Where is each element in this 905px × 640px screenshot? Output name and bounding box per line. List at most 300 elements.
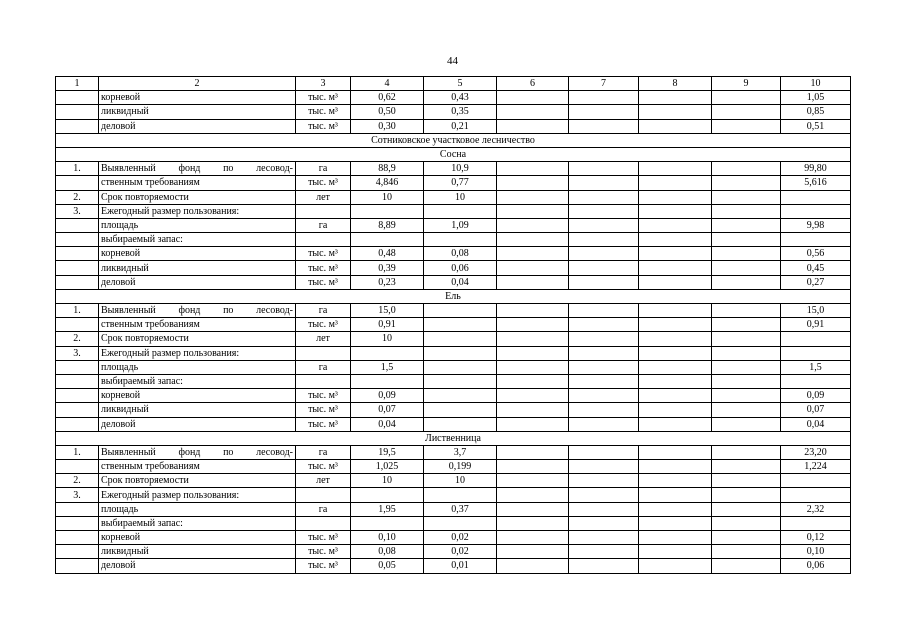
area-row — [56, 502, 851, 516]
header-cell: 9 — [712, 77, 781, 91]
empty-cell — [569, 218, 639, 232]
empty-cell — [639, 460, 712, 474]
empty-cell — [712, 247, 781, 261]
value-col5: 10,9 — [424, 162, 497, 176]
area-row — [56, 218, 851, 232]
row-label: ликвидный — [99, 403, 296, 417]
empty-cell — [569, 346, 639, 360]
empty-cell — [712, 332, 781, 346]
header-cell: 10 — [781, 77, 851, 91]
area-row — [56, 360, 851, 374]
value-col5 — [424, 346, 497, 360]
unit-cell: тыс. м³ — [296, 545, 351, 559]
value-col10: 0,56 — [781, 247, 851, 261]
table-body — [56, 77, 851, 574]
empty-cell — [497, 275, 569, 289]
empty-cell — [569, 162, 639, 176]
value-col10: 0,45 — [781, 261, 851, 275]
empty-cell — [569, 332, 639, 346]
value-col4: 8,89 — [351, 218, 424, 232]
row-label: корневой — [99, 531, 296, 545]
value-col5: 0,35 — [424, 105, 497, 119]
row-label: ственным требованиям — [99, 176, 296, 190]
row-label: корневой — [99, 91, 296, 105]
value-col10 — [781, 346, 851, 360]
value-col5 — [424, 389, 497, 403]
unit-cell: тыс. м³ — [296, 275, 351, 289]
stock-row — [56, 531, 851, 545]
stock-row — [56, 91, 851, 105]
empty-cell — [712, 531, 781, 545]
empty-cell — [569, 516, 639, 530]
empty-cell — [497, 545, 569, 559]
empty-cell — [712, 176, 781, 190]
empty-cell — [639, 105, 712, 119]
empty-cell — [569, 474, 639, 488]
value-col10: 0,10 — [781, 545, 851, 559]
row-label: ликвидный — [99, 261, 296, 275]
empty-cell — [639, 488, 712, 502]
value-col4 — [351, 204, 424, 218]
empty-cell — [497, 304, 569, 318]
unit-cell: га — [296, 360, 351, 374]
stock-row — [56, 275, 851, 289]
empty-cell — [639, 204, 712, 218]
unit-cell: тыс. м³ — [296, 261, 351, 275]
section-title-row — [56, 133, 851, 147]
unit-cell: га — [296, 445, 351, 459]
species-title-row-text: Ель — [56, 289, 851, 303]
value-col5: 10 — [424, 474, 497, 488]
value-col5 — [424, 374, 497, 388]
row-label: площадь — [99, 502, 296, 516]
fund-row-cont — [56, 176, 851, 190]
value-col10: 1,05 — [781, 91, 851, 105]
unit-cell: тыс. м³ — [296, 389, 351, 403]
empty-cell — [639, 304, 712, 318]
value-col5: 0,21 — [424, 119, 497, 133]
row-label: ственным требованиям — [99, 460, 296, 474]
row-label: ликвидный — [99, 105, 296, 119]
value-col4: 4,846 — [351, 176, 424, 190]
empty-cell — [497, 218, 569, 232]
value-col4: 19,5 — [351, 445, 424, 459]
row-label: корневой — [99, 247, 296, 261]
empty-cell — [712, 516, 781, 530]
empty-cell — [639, 119, 712, 133]
empty-cell — [569, 545, 639, 559]
empty-cell — [639, 332, 712, 346]
empty-cell — [497, 389, 569, 403]
period-row — [56, 474, 851, 488]
value-col4: 10 — [351, 190, 424, 204]
empty-cell — [497, 531, 569, 545]
annual-row — [56, 204, 851, 218]
empty-cell — [497, 502, 569, 516]
unit-cell: тыс. м³ — [296, 247, 351, 261]
value-col4: 0,50 — [351, 105, 424, 119]
value-col10: 1,5 — [781, 360, 851, 374]
unit-cell: тыс. м³ — [296, 403, 351, 417]
value-col5: 1,09 — [424, 218, 497, 232]
row-number — [56, 105, 99, 119]
value-col5: 0,06 — [424, 261, 497, 275]
empty-cell — [639, 275, 712, 289]
value-col10: 2,32 — [781, 502, 851, 516]
value-col4: 15,0 — [351, 304, 424, 318]
empty-cell — [712, 119, 781, 133]
empty-cell — [497, 488, 569, 502]
value-col4: 0,09 — [351, 389, 424, 403]
value-col10: 0,09 — [781, 389, 851, 403]
row-label: Ежегодный размер пользования: — [99, 204, 296, 218]
value-col4: 0,07 — [351, 403, 424, 417]
value-col10 — [781, 374, 851, 388]
empty-cell — [712, 105, 781, 119]
empty-cell — [569, 559, 639, 573]
row-number — [56, 360, 99, 374]
empty-cell — [712, 218, 781, 232]
header-cell: 4 — [351, 77, 424, 91]
empty-cell — [569, 445, 639, 459]
empty-cell — [639, 261, 712, 275]
value-col5 — [424, 204, 497, 218]
empty-cell — [569, 502, 639, 516]
empty-cell — [569, 417, 639, 431]
stock-label-row — [56, 233, 851, 247]
row-number: 3. — [56, 346, 99, 360]
value-col5 — [424, 360, 497, 374]
row-label: Выявленный фонд по лесовод- — [99, 304, 296, 318]
unit-cell: тыс. м³ — [296, 417, 351, 431]
value-col4: 0,08 — [351, 545, 424, 559]
row-number: 3. — [56, 488, 99, 502]
stock-row — [56, 417, 851, 431]
unit-cell: тыс. м³ — [296, 119, 351, 133]
empty-cell — [712, 275, 781, 289]
unit-cell — [296, 346, 351, 360]
empty-cell — [569, 460, 639, 474]
row-number: 2. — [56, 190, 99, 204]
row-number — [56, 176, 99, 190]
empty-cell — [497, 204, 569, 218]
empty-cell — [639, 445, 712, 459]
row-label: выбираемый запас: — [99, 233, 296, 247]
value-col5 — [424, 417, 497, 431]
value-col5 — [424, 332, 497, 346]
stock-label-row — [56, 374, 851, 388]
value-col4: 10 — [351, 474, 424, 488]
unit-cell: лет — [296, 190, 351, 204]
stock-label-row — [56, 516, 851, 530]
empty-cell — [497, 403, 569, 417]
unit-cell — [296, 374, 351, 388]
value-col5 — [424, 488, 497, 502]
row-label: выбираемый запас: — [99, 374, 296, 388]
value-col4: 0,04 — [351, 417, 424, 431]
row-number — [56, 261, 99, 275]
value-col10: 0,06 — [781, 559, 851, 573]
value-col5 — [424, 403, 497, 417]
stock-row — [56, 105, 851, 119]
empty-cell — [497, 105, 569, 119]
value-col4: 88,9 — [351, 162, 424, 176]
empty-cell — [639, 389, 712, 403]
empty-cell — [497, 474, 569, 488]
value-col5: 0,02 — [424, 531, 497, 545]
row-label: выбираемый запас: — [99, 516, 296, 530]
empty-cell — [497, 119, 569, 133]
value-col5: 0,02 — [424, 545, 497, 559]
header-cell: 6 — [497, 77, 569, 91]
empty-cell — [497, 318, 569, 332]
forest-use-table — [55, 76, 851, 574]
empty-cell — [569, 119, 639, 133]
empty-cell — [712, 502, 781, 516]
empty-cell — [712, 389, 781, 403]
row-number — [56, 233, 99, 247]
empty-cell — [712, 261, 781, 275]
stock-row — [56, 119, 851, 133]
empty-cell — [569, 318, 639, 332]
fund-row — [56, 304, 851, 318]
row-label: Выявленный фонд по лесовод- — [99, 445, 296, 459]
value-col5: 0,01 — [424, 559, 497, 573]
row-label: Срок повторяемости — [99, 474, 296, 488]
header-row — [56, 77, 851, 91]
row-number: 1. — [56, 304, 99, 318]
empty-cell — [569, 304, 639, 318]
species-title-row — [56, 289, 851, 303]
empty-cell — [712, 559, 781, 573]
empty-cell — [497, 247, 569, 261]
empty-cell — [639, 417, 712, 431]
value-col4: 0,39 — [351, 261, 424, 275]
unit-cell: лет — [296, 474, 351, 488]
row-number — [56, 417, 99, 431]
empty-cell — [639, 360, 712, 374]
empty-cell — [712, 417, 781, 431]
empty-cell — [569, 190, 639, 204]
row-number — [56, 374, 99, 388]
empty-cell — [639, 218, 712, 232]
empty-cell — [497, 332, 569, 346]
value-col10: 5,616 — [781, 176, 851, 190]
unit-cell: га — [296, 304, 351, 318]
empty-cell — [497, 360, 569, 374]
value-col4 — [351, 346, 424, 360]
row-number: 3. — [56, 204, 99, 218]
row-number — [56, 318, 99, 332]
unit-cell: тыс. м³ — [296, 176, 351, 190]
species-title-row — [56, 147, 851, 161]
species-title-row — [56, 431, 851, 445]
header-cell: 2 — [99, 77, 296, 91]
value-col10 — [781, 190, 851, 204]
header-cell: 5 — [424, 77, 497, 91]
stock-row — [56, 247, 851, 261]
value-col10: 99,80 — [781, 162, 851, 176]
value-col10: 9,98 — [781, 218, 851, 232]
value-col5 — [424, 304, 497, 318]
empty-cell — [712, 360, 781, 374]
stock-row — [56, 261, 851, 275]
page-number: 44 — [447, 55, 458, 67]
value-col10: 0,51 — [781, 119, 851, 133]
row-label: Срок повторяемости — [99, 332, 296, 346]
section-title-row-text: Сотниковское участковое лесничество — [56, 133, 851, 147]
value-col5: 0,08 — [424, 247, 497, 261]
row-label: корневой — [99, 389, 296, 403]
empty-cell — [569, 204, 639, 218]
empty-cell — [497, 559, 569, 573]
annual-row — [56, 346, 851, 360]
empty-cell — [639, 403, 712, 417]
empty-cell — [712, 318, 781, 332]
value-col4 — [351, 374, 424, 388]
value-col4: 0,91 — [351, 318, 424, 332]
empty-cell — [712, 488, 781, 502]
stock-row — [56, 403, 851, 417]
value-col10 — [781, 488, 851, 502]
empty-cell — [712, 460, 781, 474]
unit-cell — [296, 233, 351, 247]
unit-cell: тыс. м³ — [296, 559, 351, 573]
row-number: 2. — [56, 332, 99, 346]
value-col4 — [351, 516, 424, 530]
value-col4: 0,30 — [351, 119, 424, 133]
row-label: ственным требованиям — [99, 318, 296, 332]
row-label: Ежегодный размер пользования: — [99, 346, 296, 360]
value-col4: 1,95 — [351, 502, 424, 516]
empty-cell — [497, 460, 569, 474]
empty-cell — [639, 176, 712, 190]
value-col10 — [781, 474, 851, 488]
row-number — [56, 275, 99, 289]
value-col4 — [351, 233, 424, 247]
period-row — [56, 332, 851, 346]
stock-row — [56, 389, 851, 403]
empty-cell — [639, 559, 712, 573]
empty-cell — [497, 445, 569, 459]
value-col5: 0,199 — [424, 460, 497, 474]
empty-cell — [712, 545, 781, 559]
empty-cell — [639, 516, 712, 530]
value-col5: 3,7 — [424, 445, 497, 459]
empty-cell — [569, 275, 639, 289]
value-col4: 0,62 — [351, 91, 424, 105]
value-col10 — [781, 204, 851, 218]
row-label: Ежегодный размер пользования: — [99, 488, 296, 502]
value-col4: 10 — [351, 332, 424, 346]
unit-cell: тыс. м³ — [296, 460, 351, 474]
header-cell: 8 — [639, 77, 712, 91]
stock-row — [56, 545, 851, 559]
value-col5: 0,37 — [424, 502, 497, 516]
unit-cell: га — [296, 162, 351, 176]
unit-cell — [296, 516, 351, 530]
empty-cell — [639, 545, 712, 559]
value-col10: 1,224 — [781, 460, 851, 474]
header-cell: 7 — [569, 77, 639, 91]
row-number — [56, 389, 99, 403]
value-col4: 1,5 — [351, 360, 424, 374]
empty-cell — [712, 403, 781, 417]
row-label: площадь — [99, 360, 296, 374]
row-number — [56, 531, 99, 545]
species-title-row-text: Сосна — [56, 147, 851, 161]
empty-cell — [569, 403, 639, 417]
row-number — [56, 460, 99, 474]
value-col4: 0,05 — [351, 559, 424, 573]
value-col10 — [781, 516, 851, 530]
row-number: 2. — [56, 474, 99, 488]
unit-cell: тыс. м³ — [296, 531, 351, 545]
empty-cell — [712, 162, 781, 176]
row-number — [56, 403, 99, 417]
value-col5 — [424, 318, 497, 332]
row-number — [56, 91, 99, 105]
empty-cell — [639, 346, 712, 360]
empty-cell — [569, 105, 639, 119]
row-label: деловой — [99, 417, 296, 431]
empty-cell — [712, 190, 781, 204]
empty-cell — [712, 346, 781, 360]
empty-cell — [569, 488, 639, 502]
empty-cell — [497, 176, 569, 190]
unit-cell: тыс. м³ — [296, 91, 351, 105]
row-label: Выявленный фонд по лесовод- — [99, 162, 296, 176]
value-col10: 23,20 — [781, 445, 851, 459]
empty-cell — [497, 417, 569, 431]
empty-cell — [712, 474, 781, 488]
value-col4: 0,10 — [351, 531, 424, 545]
value-col10: 0,12 — [781, 531, 851, 545]
value-col5: 0,43 — [424, 91, 497, 105]
fund-row-cont — [56, 460, 851, 474]
empty-cell — [712, 304, 781, 318]
value-col5: 0,77 — [424, 176, 497, 190]
empty-cell — [569, 233, 639, 247]
value-col4: 0,48 — [351, 247, 424, 261]
unit-cell: га — [296, 502, 351, 516]
row-number — [56, 545, 99, 559]
empty-cell — [497, 233, 569, 247]
empty-cell — [712, 374, 781, 388]
fund-row — [56, 445, 851, 459]
header-cell: 3 — [296, 77, 351, 91]
row-number: 1. — [56, 162, 99, 176]
stock-row — [56, 559, 851, 573]
empty-cell — [639, 190, 712, 204]
empty-cell — [497, 261, 569, 275]
empty-cell — [712, 204, 781, 218]
empty-cell — [497, 346, 569, 360]
row-number — [56, 502, 99, 516]
value-col4: 1,025 — [351, 460, 424, 474]
empty-cell — [569, 389, 639, 403]
empty-cell — [712, 233, 781, 247]
empty-cell — [712, 445, 781, 459]
empty-cell — [639, 91, 712, 105]
empty-cell — [639, 233, 712, 247]
unit-cell: тыс. м³ — [296, 105, 351, 119]
row-label: деловой — [99, 559, 296, 573]
annual-row — [56, 488, 851, 502]
row-number — [56, 516, 99, 530]
empty-cell — [497, 190, 569, 204]
row-number: 1. — [56, 445, 99, 459]
